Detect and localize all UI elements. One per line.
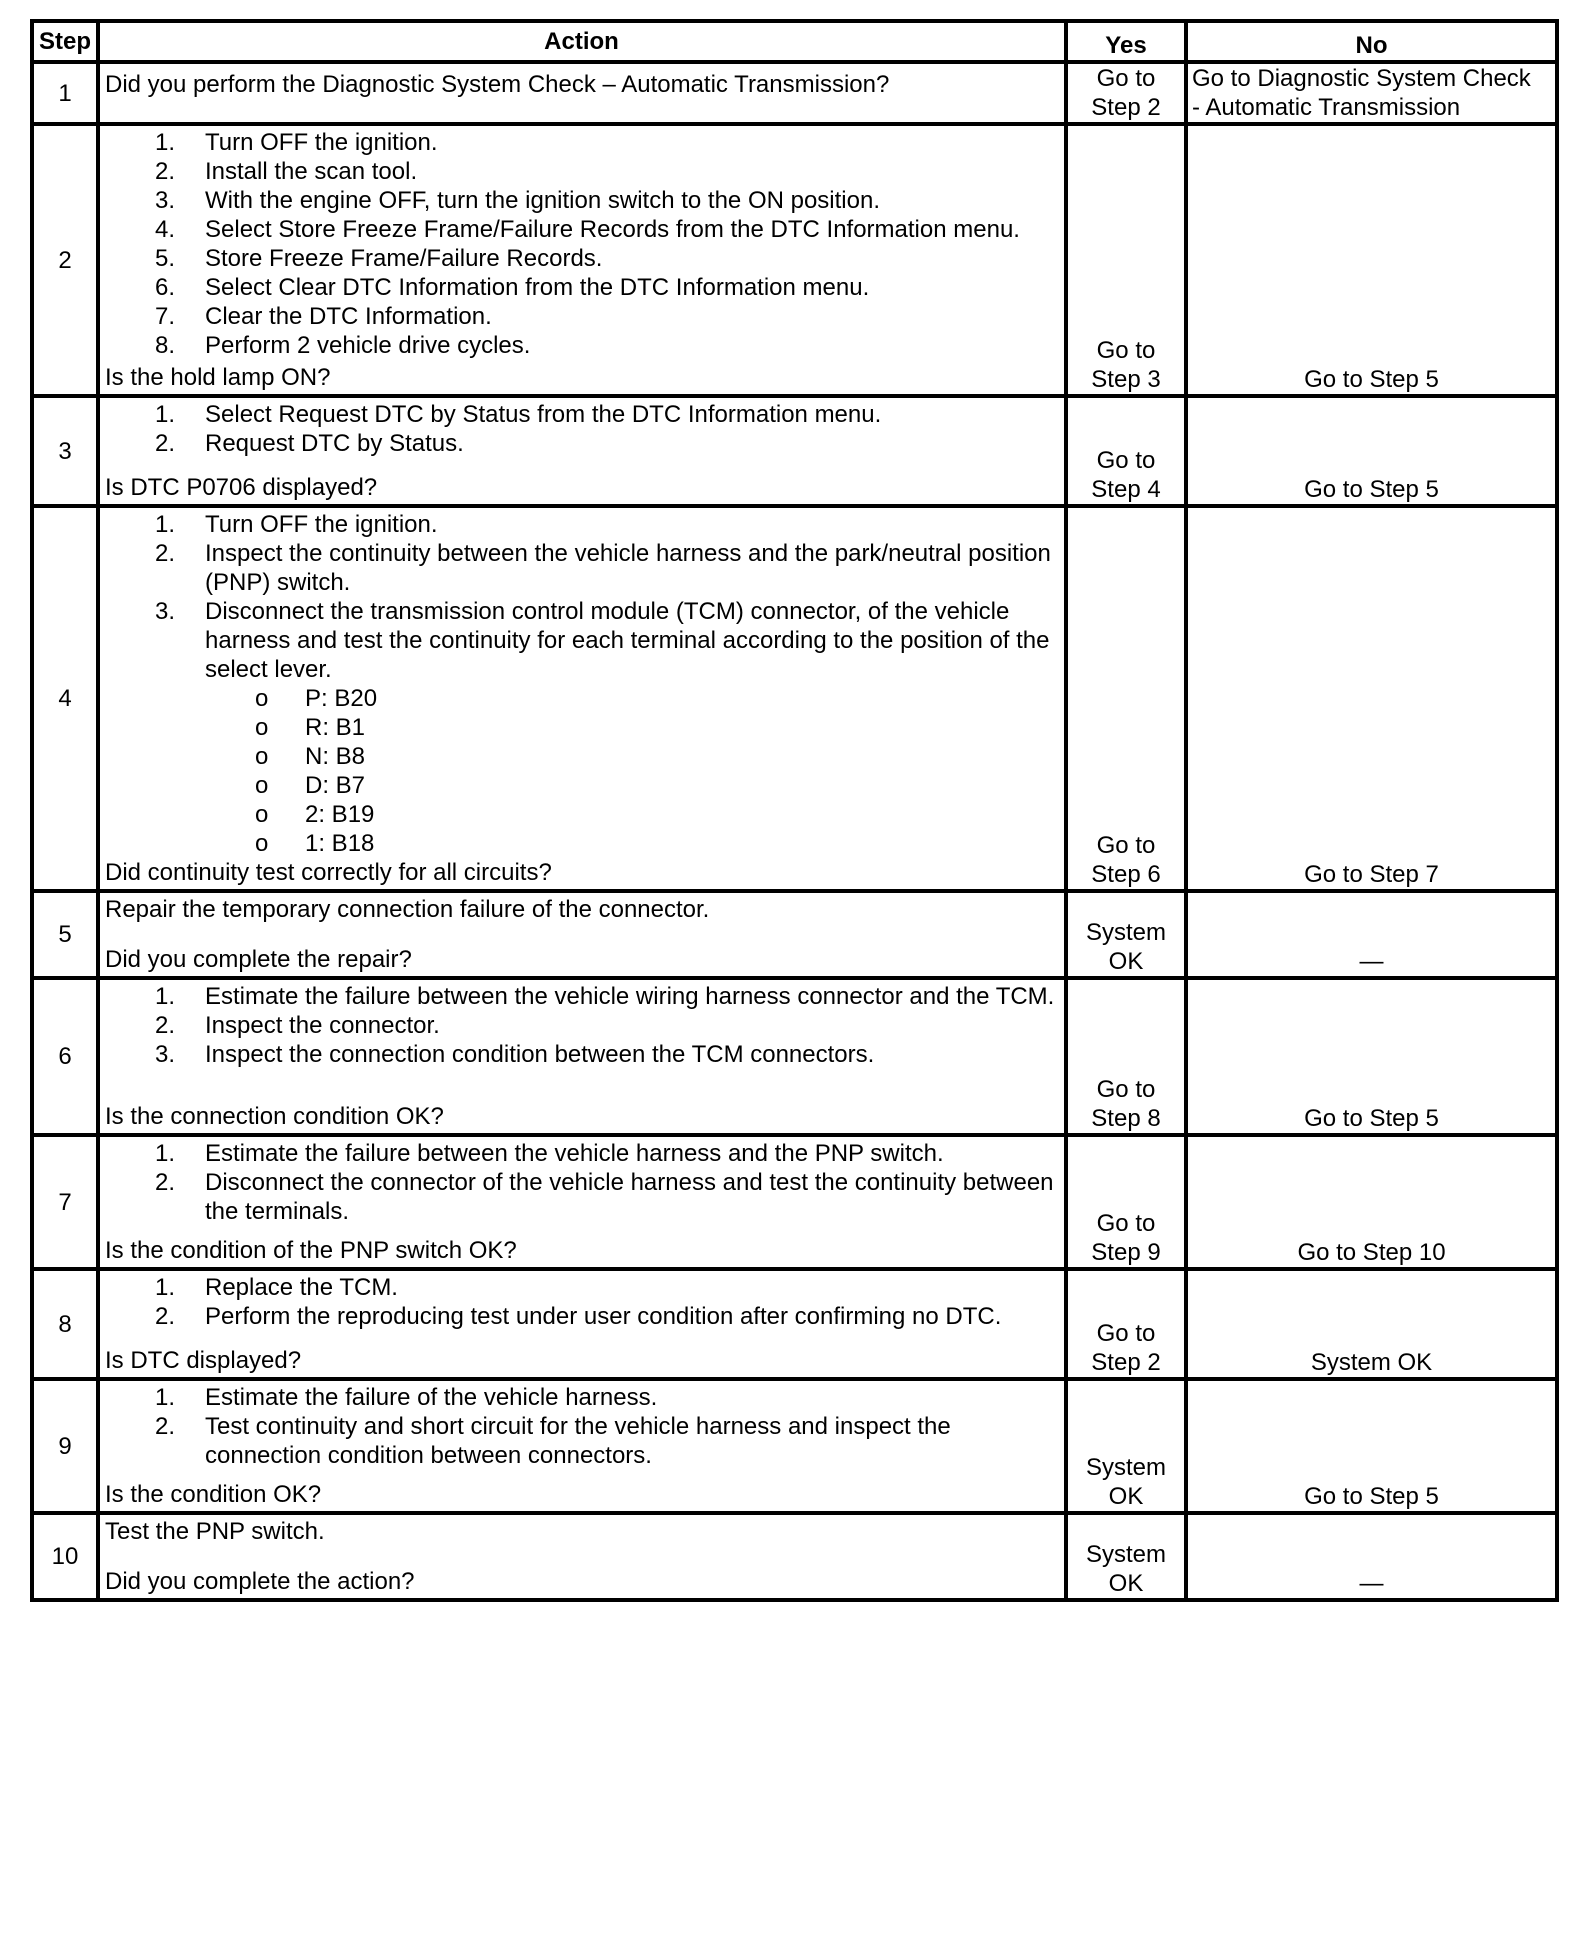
list-item-number: 1.	[155, 983, 176, 1010]
step-number: 6	[32, 978, 98, 1135]
list-item	[105, 302, 1058, 331]
terminal-item	[105, 684, 1058, 713]
procedure-list	[105, 400, 1058, 458]
action-cell	[98, 1135, 1066, 1269]
list-item	[105, 1139, 1058, 1168]
procedure-list	[105, 982, 1058, 1069]
action-cell	[98, 1513, 1066, 1600]
list-item-text: Replace the TCM.	[205, 1274, 398, 1301]
list-item-text: Turn OFF the ignition.	[205, 129, 438, 156]
table-row	[32, 1135, 1557, 1269]
list-item	[105, 982, 1058, 1011]
list-item-number: 8.	[155, 332, 176, 359]
list-item-number: 1.	[155, 1274, 176, 1301]
action-cell	[98, 1379, 1066, 1513]
yes-cell	[1066, 396, 1186, 506]
no-cell	[1186, 1513, 1557, 1600]
procedure-list	[105, 1383, 1058, 1470]
terminal-text: D: B7	[305, 772, 366, 799]
list-item-number: 1.	[155, 511, 176, 538]
yes-text: Step 9	[1091, 1239, 1161, 1266]
header-yes: Yes	[1066, 21, 1186, 62]
list-item-text: Inspect the connection condition between the TCM connectors.	[205, 1041, 875, 1068]
list-item-number: 2.	[155, 540, 176, 567]
list-item-text: Estimate the failure between the vehicle harness and the PNP switch.	[205, 1140, 944, 1167]
bullet-icon: o	[255, 743, 269, 770]
no-text: Go to Step 5	[1304, 1483, 1439, 1510]
bullet-icon: o	[255, 685, 269, 712]
list-item-number: 1.	[155, 401, 176, 428]
no-cell	[1186, 506, 1557, 891]
list-item	[105, 157, 1058, 186]
terminal-text: P: B20	[305, 685, 378, 712]
list-item-number: 2.	[155, 1413, 176, 1440]
terminal-item	[105, 800, 1058, 829]
list-item-number: 2.	[155, 1012, 176, 1039]
question-text: Is the condition of the PNP switch OK?	[105, 1237, 517, 1264]
header-row	[32, 21, 1557, 62]
list-item-text: Estimate the failure of the vehicle harness.	[205, 1384, 658, 1411]
list-item-text: Perform the reproducing test under user condition after confirming no DTC.	[205, 1303, 1002, 1330]
yes-text: System	[1085, 919, 1166, 946]
list-item-number: 1.	[155, 129, 176, 156]
list-item-text: With the engine OFF, turn the ignition switch to the ON position.	[205, 187, 880, 214]
list-item	[105, 215, 1058, 244]
yes-text: Step 6	[1091, 861, 1161, 888]
list-item	[105, 244, 1058, 273]
yes-text: Step 3	[1091, 366, 1161, 393]
question-text: Did you complete the action?	[105, 1568, 415, 1595]
list-item-number: 3.	[155, 1041, 176, 1068]
list-item	[105, 1011, 1058, 1040]
yes-text: Go to	[1096, 447, 1156, 474]
no-text: Go to Step 5	[1304, 476, 1439, 503]
list-item-number: 1.	[155, 1384, 176, 1411]
list-item-number: 3.	[155, 598, 176, 625]
yes-text: Go to	[1096, 1320, 1156, 1347]
procedure-list	[105, 1139, 1058, 1226]
list-item	[105, 429, 1058, 458]
yes-text: Go to	[1096, 1076, 1156, 1103]
list-item-number: 6.	[155, 274, 176, 301]
list-item	[105, 331, 1058, 360]
step-number: 5	[32, 891, 98, 978]
yes-text: OK	[1108, 1483, 1144, 1510]
list-item-text: Perform 2 vehicle drive cycles.	[205, 332, 531, 359]
action-text: Repair the temporary connection failure of the connector.	[105, 896, 710, 923]
table-row	[32, 124, 1557, 396]
action-cell	[98, 62, 1066, 124]
procedure-list	[105, 510, 1058, 684]
no-cell	[1186, 978, 1557, 1135]
yes-text: Step 2	[1091, 94, 1161, 121]
yes-text: System	[1085, 1541, 1166, 1568]
question-text: Is the connection condition OK?	[105, 1103, 444, 1130]
list-item-number: 2.	[155, 430, 176, 457]
list-item-text: Disconnect the connector of the vehicle harness and test the continuity between the terminals.	[205, 1169, 1054, 1225]
step-number: 9	[32, 1379, 98, 1513]
yes-text: OK	[1108, 1570, 1144, 1597]
terminal-list	[105, 684, 1058, 858]
list-item	[105, 400, 1058, 429]
no-text: - Automatic Transmission	[1192, 94, 1461, 121]
action-cell	[98, 506, 1066, 891]
table-row	[32, 978, 1557, 1135]
header-step: Step	[32, 21, 98, 62]
list-item-text: Disconnect the transmission control module (TCM) connector, of the vehicle harness and test the continuity for each terminal according to the position of the select lever.	[205, 598, 1050, 683]
list-item	[105, 1040, 1058, 1069]
yes-text: Go to	[1096, 337, 1156, 364]
no-cell	[1186, 124, 1557, 396]
diagnostic-table	[30, 19, 1559, 1602]
list-item-text: Request DTC by Status.	[205, 430, 464, 457]
yes-cell	[1066, 978, 1186, 1135]
list-item-text: Store Freeze Frame/Failure Records.	[205, 245, 603, 272]
table-row	[32, 1513, 1557, 1600]
list-item	[105, 1412, 1058, 1470]
no-cell	[1186, 62, 1557, 124]
yes-text: Go to	[1096, 65, 1156, 92]
yes-text: Go to	[1096, 1210, 1156, 1237]
action-cell	[98, 396, 1066, 506]
list-item-number: 1.	[155, 1140, 176, 1167]
list-item	[105, 186, 1058, 215]
action-cell	[98, 978, 1066, 1135]
table-row	[32, 506, 1557, 891]
list-item	[105, 1273, 1058, 1302]
question-text: Is DTC displayed?	[105, 1347, 302, 1374]
procedure-list	[105, 1273, 1058, 1331]
yes-text: Go to	[1096, 832, 1156, 859]
no-cell	[1186, 891, 1557, 978]
list-item-number: 7.	[155, 303, 176, 330]
list-item-text: Select Request DTC by Status from the DTC Information menu.	[205, 401, 882, 428]
list-item-number: 3.	[155, 187, 176, 214]
question-text: Is the condition OK?	[105, 1481, 322, 1508]
list-item	[105, 539, 1058, 597]
no-text: Go to Step 7	[1304, 861, 1439, 888]
step-number: 10	[32, 1513, 98, 1600]
list-item-number: 5.	[155, 245, 176, 272]
list-item	[105, 1302, 1058, 1331]
list-item-text: Inspect the continuity between the vehicle harness and the park/neutral position (PNP) switch.	[205, 540, 1051, 596]
question-text: Is DTC P0706 displayed?	[105, 474, 378, 501]
bullet-icon: o	[255, 772, 269, 799]
bullet-icon: o	[255, 714, 269, 741]
terminal-item	[105, 713, 1058, 742]
list-item-text: Select Store Freeze Frame/Failure Records from the DTC Information menu.	[205, 216, 1020, 243]
question-text: Did you complete the repair?	[105, 946, 412, 973]
table-row	[32, 891, 1557, 978]
no-cell	[1186, 1269, 1557, 1379]
list-item-number: 2.	[155, 158, 176, 185]
list-item	[105, 1383, 1058, 1412]
table-row	[32, 1269, 1557, 1379]
step-number: 1	[32, 62, 98, 124]
action-text: Did you perform the Diagnostic System Check – Automatic Transmission?	[105, 70, 890, 98]
no-text: —	[1359, 948, 1384, 975]
step-number: 2	[32, 124, 98, 396]
terminal-item	[105, 742, 1058, 771]
list-item-text: Estimate the failure between the vehicle wiring harness connector and the TCM.	[205, 983, 1055, 1010]
action-cell	[98, 891, 1066, 978]
action-text: Test the PNP switch.	[105, 1518, 325, 1545]
list-item-text: Test continuity and short circuit for the vehicle harness and inspect the connection condition between connectors.	[205, 1413, 951, 1469]
yes-cell	[1066, 891, 1186, 978]
no-text: System OK	[1310, 1349, 1433, 1376]
no-text: Go to Step 5	[1304, 366, 1439, 393]
terminal-item	[105, 771, 1058, 800]
yes-cell	[1066, 62, 1186, 124]
list-item	[105, 128, 1058, 157]
table-row	[32, 62, 1557, 124]
list-item-text: Install the scan tool.	[205, 158, 418, 185]
list-item	[105, 1168, 1058, 1226]
step-number: 3	[32, 396, 98, 506]
question-text: Is the hold lamp ON?	[105, 364, 331, 391]
no-cell	[1186, 396, 1557, 506]
terminal-text: 1: B18	[305, 830, 375, 857]
action-cell	[98, 124, 1066, 396]
yes-text: Step 2	[1091, 1349, 1161, 1376]
table-row	[32, 396, 1557, 506]
yes-cell	[1066, 1269, 1186, 1379]
yes-text: OK	[1108, 948, 1144, 975]
no-cell	[1186, 1379, 1557, 1513]
list-item-text: Turn OFF the ignition.	[205, 511, 438, 538]
list-item	[105, 597, 1058, 684]
action-cell	[98, 1269, 1066, 1379]
procedure-list	[105, 128, 1058, 360]
yes-text: Step 4	[1091, 476, 1161, 503]
yes-cell	[1066, 1513, 1186, 1600]
terminal-text: R: B1	[305, 714, 366, 741]
no-text: —	[1359, 1570, 1384, 1597]
table-row	[32, 1379, 1557, 1513]
bullet-icon: o	[255, 801, 269, 828]
no-cell	[1186, 1135, 1557, 1269]
step-number: 4	[32, 506, 98, 891]
step-number: 7	[32, 1135, 98, 1269]
yes-text: System	[1085, 1454, 1166, 1481]
yes-text: Step 8	[1091, 1105, 1161, 1132]
terminal-text: 2: B19	[305, 801, 375, 828]
yes-cell	[1066, 124, 1186, 396]
step-number: 8	[32, 1269, 98, 1379]
no-text: Go to Step 10	[1297, 1239, 1446, 1266]
header-action: Action	[98, 21, 1066, 62]
list-item-number: 2.	[155, 1303, 176, 1330]
list-item-number: 4.	[155, 216, 176, 243]
list-item-text: Inspect the connector.	[205, 1012, 440, 1039]
bullet-icon: o	[255, 830, 269, 857]
yes-cell	[1066, 1379, 1186, 1513]
list-item-text: Clear the DTC Information.	[205, 303, 492, 330]
header-no: No	[1186, 21, 1557, 62]
no-text: Go to Step 5	[1304, 1105, 1439, 1132]
terminal-text: N: B8	[305, 743, 366, 770]
list-item-text: Select Clear DTC Information from the DTC Information menu.	[205, 274, 870, 301]
question-text: Did continuity test correctly for all circuits?	[105, 859, 552, 886]
list-item-number: 2.	[155, 1169, 176, 1196]
no-text: Go to Diagnostic System Check	[1192, 65, 1531, 92]
terminal-item	[105, 829, 1058, 858]
list-item	[105, 510, 1058, 539]
yes-cell	[1066, 1135, 1186, 1269]
list-item	[105, 273, 1058, 302]
yes-cell	[1066, 506, 1186, 891]
